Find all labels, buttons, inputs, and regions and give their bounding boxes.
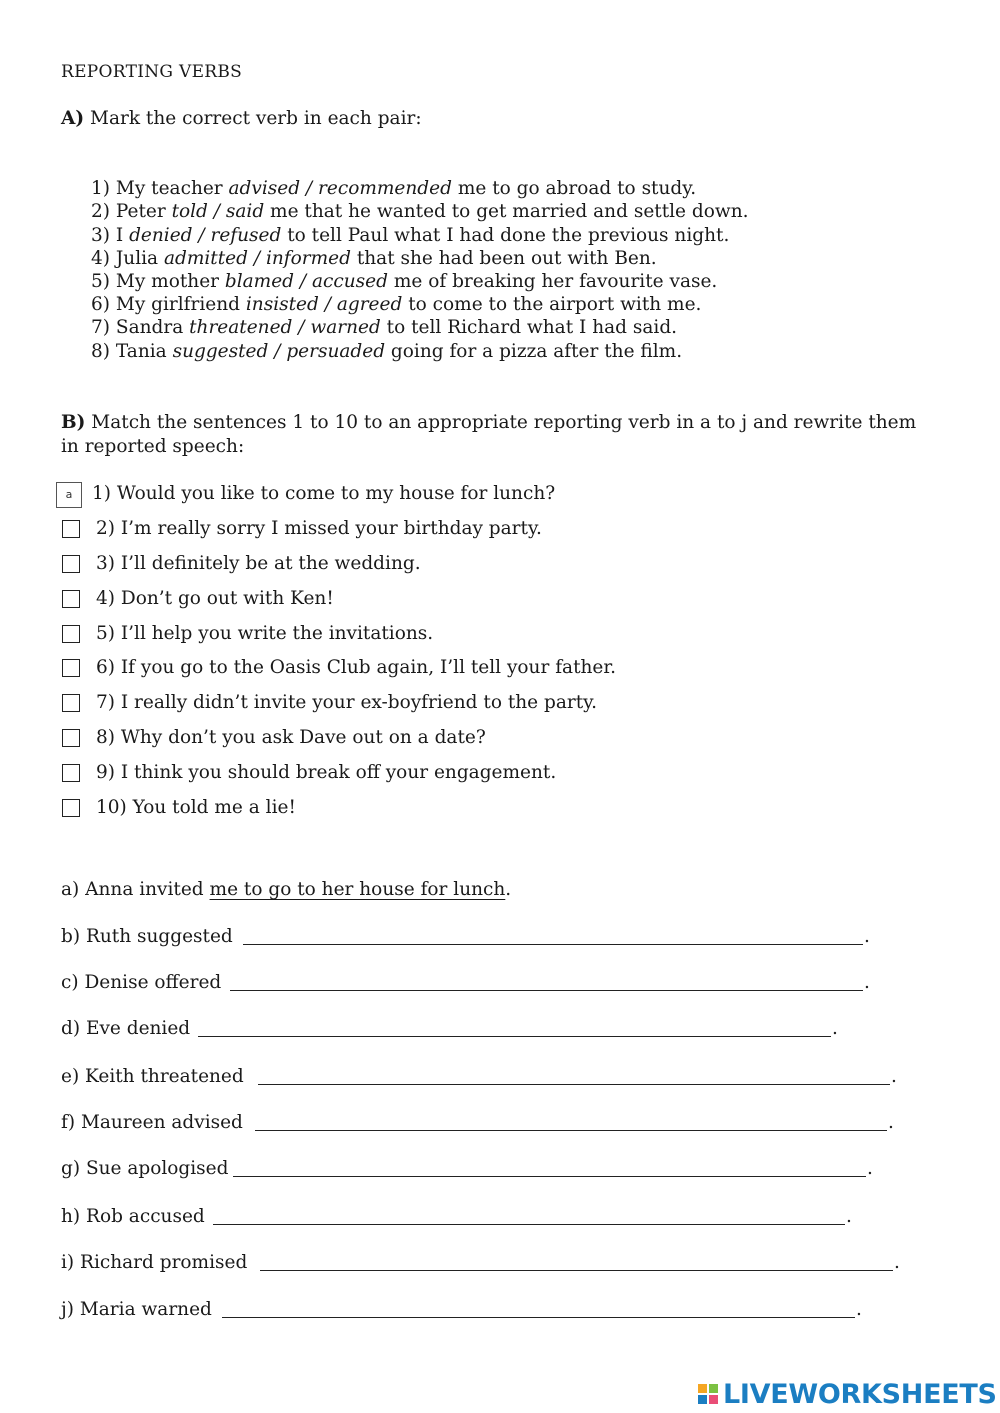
verb-choice-item: 4) Julia admitted / informed that she had been out with Ben. (91, 248, 657, 269)
sentence-item: 9) I think you should break off your engagement. (96, 762, 557, 783)
section-a-heading (61, 107, 422, 131)
section-b-label: B) (61, 412, 86, 433)
answer-line[interactable] (255, 1130, 887, 1131)
answer-box[interactable] (62, 729, 80, 747)
liveworksheets-logo (698, 1378, 997, 1410)
answer-box[interactable] (62, 590, 80, 608)
line-end: . (894, 1252, 900, 1273)
verb-choice[interactable]: denied / refused (129, 225, 282, 246)
section-a-label: A) (61, 108, 85, 129)
answer-box[interactable] (62, 625, 80, 643)
verb-choice-item: 5) My mother blamed / accused me of breaking her favourite vase. (91, 271, 718, 292)
line-end: . (864, 972, 870, 993)
verb-choice[interactable]: blamed / accused (224, 271, 388, 292)
answer-box[interactable] (62, 520, 80, 538)
answer-line[interactable] (198, 1036, 831, 1037)
verb-choice[interactable]: insisted / agreed (245, 294, 403, 315)
rewrite-prompt: j) Maria warned (61, 1299, 212, 1320)
rewrite-prompt: e) Keith threatened (61, 1066, 244, 1087)
worksheet-title: REPORTING VERBS (61, 62, 243, 82)
answer-line[interactable] (258, 1084, 890, 1085)
rewrite-prompt: f) Maureen advised (61, 1112, 243, 1133)
answer-box[interactable] (62, 694, 80, 712)
answer-box[interactable] (62, 799, 80, 817)
sentence-item: 8) Why don’t you ask Dave out on a date? (96, 727, 486, 748)
answer-box[interactable] (62, 555, 80, 573)
verb-choice[interactable]: admitted / informed (163, 248, 351, 269)
sentence-item: 4) Don’t go out with Ken! (96, 588, 334, 609)
rewrite-prompt: c) Denise offered (61, 972, 222, 993)
rewrite-prompt: h) Rob accused (61, 1206, 205, 1227)
verb-choice-item: 2) Peter told / said me that he wanted to get married and settle down. (91, 201, 749, 222)
answer-line[interactable] (213, 1224, 845, 1225)
answer-line[interactable] (233, 1176, 866, 1177)
line-end: . (891, 1066, 897, 1087)
verb-choice[interactable]: told / said (171, 201, 265, 222)
answer-box[interactable] (62, 764, 80, 782)
example-answer-text: me to go to her house for lunch (209, 879, 506, 900)
sentence-item: 5) I’ll help you write the invitations. (96, 623, 434, 644)
sentence-item: 6) If you go to the Oasis Club again, I’ll tell your father. (96, 657, 617, 678)
verb-choice[interactable]: suggested / persuaded (172, 341, 386, 362)
rewrite-prompt: b) Ruth suggested (61, 926, 233, 947)
verb-choice-item: 6) My girlfriend insisted / agreed to come to the airport with me. (91, 294, 702, 315)
logo-mark-icon (698, 1382, 720, 1406)
verb-choice-item: 3) I denied / refused to tell Paul what I had done the previous night. (91, 225, 730, 246)
verb-choice-item: 8) Tania suggested / persuaded going for a pizza after the film. (91, 341, 683, 362)
sentence-item: 2) I’m really sorry I missed your birthday party. (96, 518, 542, 539)
line-end: . (867, 1158, 873, 1179)
line-end: . (832, 1018, 838, 1039)
answer-line[interactable] (260, 1270, 893, 1271)
rewrite-prompt: d) Eve denied (61, 1018, 191, 1039)
rewrite-prompt: i) Richard promised (61, 1252, 248, 1273)
answer-line[interactable] (230, 990, 863, 991)
verb-choice-item: 7) Sandra threatened / warned to tell Richard what I had said. (91, 317, 678, 338)
line-end: . (864, 926, 870, 947)
line-end: . (856, 1299, 862, 1320)
verb-choice-item: 1) My teacher advised / recommended me to go abroad to study. (91, 178, 697, 199)
answer-line[interactable] (243, 944, 863, 945)
sentence-item: 7) I really didn’t invite your ex-boyfriend to the party. (96, 692, 598, 713)
answer-line[interactable] (222, 1317, 855, 1318)
section-b-instruction-cont: in reported speech: (61, 436, 245, 457)
rewrite-prompt: g) Sue apologised (61, 1158, 229, 1179)
answer-box[interactable] (62, 659, 80, 677)
verb-choice[interactable]: advised / recommended (228, 178, 452, 199)
sentence-item: 10) You told me a lie! (96, 797, 296, 818)
logo-text: LIVEWORKSHEETS (723, 1378, 997, 1410)
section-a-instruction: Mark the correct verb in each pair: (90, 108, 422, 129)
sentence-item: 1) Would you like to come to my house for lunch? (92, 483, 556, 504)
verb-choice[interactable]: threatened / warned (189, 317, 381, 338)
sentence-item: 3) I’ll definitely be at the wedding. (96, 553, 421, 574)
example-answer: a) Anna invited me to go to her house for lunch. (61, 879, 512, 900)
section-b-heading (61, 411, 916, 435)
line-end: . (888, 1112, 894, 1133)
line-end: . (846, 1206, 852, 1227)
section-b-instruction: Match the sentences 1 to 10 to an appropriate reporting verb in a to j and rewrite them (91, 412, 917, 433)
answer-box[interactable]: a (56, 482, 82, 508)
